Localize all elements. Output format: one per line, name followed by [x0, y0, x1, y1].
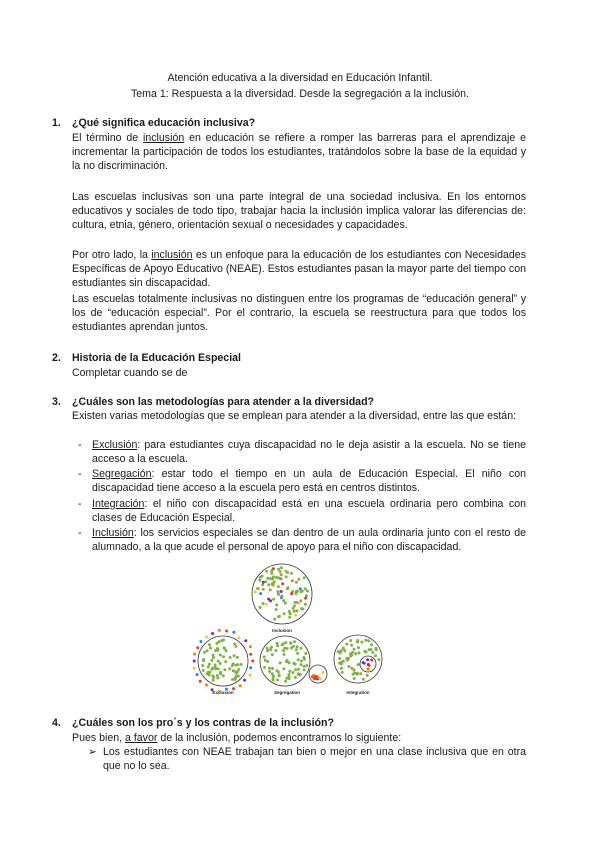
- figure-dot: [249, 666, 252, 669]
- figure-dot: [357, 663, 360, 666]
- figure-dot: [203, 651, 206, 654]
- figure-dot: [304, 603, 307, 606]
- figure-dot: [193, 653, 196, 656]
- p3-post: es un enfoque para la educación de los estudiantes con Necesidades Específicas de Apoyo Educativo (NEAE). Estos estudiantes pasan la mayor parte del tiempo con estudiantes sin discapacidad.: [72, 249, 526, 289]
- item-term: Integración: [92, 498, 145, 510]
- figure-dot: [304, 597, 307, 600]
- figure-dot: [295, 581, 298, 584]
- figure-dot: [206, 672, 209, 675]
- figure-dot: [286, 647, 289, 650]
- figure-dot: [300, 590, 303, 593]
- term-inclusion: inclusión: [143, 132, 185, 144]
- figure-dot: [303, 665, 306, 668]
- figure-dot: [232, 631, 235, 634]
- figure-dot: [276, 590, 279, 593]
- figure-dot: [193, 667, 196, 670]
- figure-dot: [349, 652, 352, 655]
- figure-dot: [340, 663, 343, 666]
- figure-dot: [217, 667, 220, 670]
- figure-dot: [289, 641, 292, 644]
- term-inclusion-2: inclusión: [151, 249, 193, 261]
- figure-dot: [352, 673, 355, 676]
- figure-dot: [350, 644, 353, 647]
- figure-dot: [345, 657, 348, 660]
- doc-title-line-1: Atención educativa a la diversidad en Educación Infantil.: [167, 72, 433, 84]
- figure-dot: [210, 659, 213, 662]
- figure-dot: [290, 592, 293, 595]
- figure-dot: [294, 601, 297, 604]
- figure-dot: [370, 643, 373, 646]
- figure-dot: [222, 655, 225, 658]
- figure-dot: [238, 636, 241, 639]
- figure-dot: [294, 614, 297, 617]
- figure-dot: [364, 639, 367, 642]
- figure-dot: [270, 646, 273, 649]
- inclusion-dots: [254, 566, 309, 621]
- figure-dot: [196, 646, 199, 649]
- figure-dot: [284, 602, 287, 605]
- figure-dot: [193, 660, 196, 663]
- figure-dot: [367, 639, 370, 642]
- figure-dot: [269, 588, 272, 591]
- figure-dot: [261, 575, 264, 578]
- figure-dot: [263, 655, 266, 658]
- figure-dot: [233, 654, 236, 657]
- figure-dot: [321, 671, 324, 674]
- figure-dot: [243, 679, 246, 682]
- figure-dot: [259, 606, 262, 609]
- figure-dot: [288, 610, 291, 613]
- figure-dot: [297, 673, 300, 676]
- figure-dot: [239, 684, 242, 687]
- figure-dot: [199, 680, 202, 683]
- figure-dot: [249, 645, 252, 648]
- figure-dot: [288, 661, 291, 664]
- integration-dots: [337, 639, 381, 681]
- figure-dot: [363, 650, 366, 653]
- figure-dot: [306, 590, 309, 593]
- figure-dot: [359, 672, 362, 675]
- figure-dot: [274, 649, 277, 652]
- figure-dot: [304, 652, 307, 655]
- section-1-paragraph-4: Las escuelas totalmente inclusivas no distinguen entre los programas de “educación general” y los de “educación especial”. Por el contrario, la escuela se reestructura para que todos los estudiantes aprendan juntos.: [72, 293, 526, 333]
- section-1-number: 1.: [52, 117, 61, 129]
- figure-dot: [229, 656, 232, 659]
- figure-dot: [285, 660, 288, 663]
- section-4-intro: [72, 731, 526, 745]
- figure-dot: [275, 576, 278, 579]
- figure-dot: [266, 577, 269, 580]
- figure-dot: [225, 630, 228, 633]
- figure-dot: [259, 592, 262, 595]
- figure-dot: [212, 676, 215, 679]
- figure-dot: [266, 647, 269, 650]
- list-dash: -: [78, 468, 82, 480]
- figure-dot: [366, 674, 369, 677]
- section-4-heading: ¿Cuáles son los pro´s y los contras de la inclusión?: [72, 717, 334, 729]
- section-2-number: 2.: [52, 352, 61, 364]
- figure-dot: [223, 668, 226, 671]
- figure-dot: [297, 658, 300, 661]
- figure-dot: [235, 674, 238, 677]
- figure-dot: [271, 672, 274, 675]
- figure-dot: [207, 666, 210, 669]
- figure-dot: [273, 580, 276, 583]
- figure-dot: [237, 668, 240, 671]
- figure-dot: [280, 566, 283, 569]
- figure-dot: [297, 668, 300, 671]
- figure-dot: [208, 663, 211, 666]
- figure-dot: [211, 667, 214, 670]
- figure-dot: [296, 645, 299, 648]
- figure-dot: [297, 578, 300, 581]
- figure-dot: [262, 588, 265, 591]
- figure-dot: [205, 684, 208, 687]
- figure-dot: [271, 667, 274, 670]
- figure-dot: [374, 647, 377, 650]
- figure-dot: [235, 671, 238, 674]
- figure-dot: [290, 572, 293, 575]
- figure-dot: [353, 677, 356, 680]
- exclusion-circle: [198, 636, 248, 686]
- figure-dot: [231, 664, 234, 667]
- inclusion-diagram-figure: [190, 560, 390, 702]
- figure-dot: [288, 670, 291, 673]
- figure-dot: [264, 659, 267, 662]
- figure-dot: [277, 615, 280, 618]
- figure-dot: [265, 603, 268, 606]
- p1-pre: El término de: [72, 132, 144, 144]
- figure-dot: [293, 610, 296, 613]
- figure-dot: [211, 632, 214, 635]
- figure-dot: [272, 675, 275, 678]
- item-text: : para estudiantes cuya discapacidad no le deja asistir a la escuela. No se tiene acceso a la escuela.: [92, 439, 526, 465]
- figure-dot: [240, 663, 243, 666]
- p3-pre: Por otro lado, la: [72, 249, 152, 261]
- figure-dot: [277, 671, 280, 674]
- figure-dot: [234, 664, 237, 667]
- figure-dot: [283, 612, 286, 615]
- figure-dot: [209, 647, 212, 650]
- figure-dot: [276, 679, 279, 682]
- figure-dot: [303, 669, 306, 672]
- figure-dot: [290, 646, 293, 649]
- figure-dot: [254, 590, 257, 593]
- s4-intro-pre: Pues bien,: [72, 732, 126, 744]
- figure-dot: [342, 660, 345, 663]
- figure-dot: [212, 679, 215, 682]
- figure-dot: [273, 618, 276, 621]
- figure-dot: [294, 668, 297, 671]
- figure-dot: [219, 654, 222, 657]
- figure-dot: [206, 649, 209, 652]
- figure-dot: [202, 658, 205, 661]
- figure-dot: [362, 678, 365, 681]
- figure-dot: [270, 569, 273, 572]
- label-integration: Integration: [346, 690, 370, 695]
- figure-dot: [341, 671, 344, 674]
- figure-dot: [218, 629, 221, 632]
- arrow-bullet-icon: ➢: [88, 746, 97, 758]
- figure-dot: [338, 657, 341, 660]
- figure-dot: [271, 583, 274, 586]
- figure-dot: [303, 576, 306, 579]
- item-text: : el niño con discapacidad está en una escuela ordinaria pero combina con clases de Educación Especial.: [92, 498, 526, 524]
- item-term: Segregación: [92, 468, 152, 480]
- figure-dot: [272, 598, 275, 601]
- list-dash: -: [78, 498, 82, 510]
- figure-dot: [208, 643, 211, 646]
- figure-dot: [370, 659, 373, 662]
- segregation-small-circle: [309, 665, 327, 683]
- figure-dot: [300, 647, 303, 650]
- term-a-favor: a favor: [125, 732, 158, 744]
- figure-dot: [304, 587, 307, 590]
- figure-dot: [287, 586, 290, 589]
- item-term: Exclusión: [92, 439, 138, 451]
- figure-dot: [354, 652, 357, 655]
- section-3-number: 3.: [52, 396, 61, 408]
- label-exclusion: Exclusion: [212, 690, 234, 695]
- list-item-inclusion: [92, 526, 526, 554]
- figure-dot: [262, 581, 265, 584]
- figure-dot: [291, 579, 294, 582]
- segregation-dots: [263, 640, 325, 682]
- item-term: Inclusión: [92, 527, 134, 539]
- figure-dot: [201, 664, 204, 667]
- figure-dot: [300, 660, 303, 663]
- figure-dot: [349, 639, 352, 642]
- section-1-paragraph-1: [72, 131, 526, 173]
- figure-dot: [353, 668, 356, 671]
- figure-dot: [279, 661, 282, 664]
- section-3-intro: Existen varias metodologías que se emplean para atender a la diversidad, entre las que están:: [72, 410, 517, 422]
- figure-dot: [371, 651, 374, 654]
- figure-dot: [360, 641, 363, 644]
- figure-dot: [272, 679, 275, 682]
- figure-dot: [362, 661, 365, 664]
- figure-dot: [296, 609, 299, 612]
- s4-intro-post: de la inclusión, podemos encontrarnos lo siguiente:: [157, 732, 402, 744]
- figure-dot: [275, 603, 278, 606]
- figure-dot: [261, 583, 264, 586]
- doc-title-line-2: Tema 1: Respuesta a la diversidad. Desde la segregación a la inclusión.: [130, 88, 470, 100]
- figure-dot: [269, 599, 272, 602]
- figure-dot: [218, 640, 221, 643]
- figure-dot: [251, 660, 254, 663]
- section-1-paragraph-3: [72, 248, 526, 290]
- figure-dot: [276, 644, 279, 647]
- figure-dot: [295, 648, 298, 651]
- figure-dot: [219, 671, 222, 674]
- figure-dot: [202, 669, 205, 672]
- figure-dot: [293, 640, 296, 643]
- figure-dot: [377, 658, 380, 661]
- figure-dot: [268, 670, 271, 673]
- figure-dot: [284, 641, 287, 644]
- figure-dot: [228, 667, 231, 670]
- list-dash: -: [78, 439, 82, 451]
- section-2-text: Completar cuando se de: [72, 367, 188, 379]
- figure-dot: [263, 666, 266, 669]
- figure-dot: [284, 680, 287, 683]
- figure-dot: [312, 674, 315, 677]
- p1-post: en educación se refiere a romper las barreras para el aprendizaje e incrementar la participación de todos los estudiantes, tratándolos sobre la base de la equidad y la no discriminación.: [72, 132, 527, 172]
- figure-dot: [356, 672, 359, 675]
- figure-dot: [280, 595, 283, 598]
- figure-dot: [288, 675, 291, 678]
- figure-dot: [367, 663, 370, 666]
- list-dash: -: [78, 527, 82, 539]
- figure-dot: [285, 575, 288, 578]
- list-item-segregation: [92, 467, 526, 495]
- figure-dot: [286, 571, 289, 574]
- figure-dot: [283, 653, 286, 656]
- figure-dot: [223, 647, 226, 650]
- figure-dot: [278, 674, 281, 677]
- item-text: : estar todo el tiempo en un aula de Educación Especial. El niño con discapacidad tiene acceso a la escuela pero está en centros distintos.: [92, 468, 526, 494]
- figure-dot: [294, 663, 297, 666]
- figure-dot: [305, 664, 308, 667]
- figure-dot: [222, 674, 225, 677]
- figure-dot: [370, 648, 373, 651]
- figure-dot: [288, 616, 291, 619]
- figure-dot: [249, 674, 252, 677]
- figure-dot: [299, 599, 302, 602]
- figure-dot: [282, 667, 285, 670]
- figure-dot: [224, 660, 227, 663]
- figure-dot: [217, 660, 220, 663]
- figure-dot: [313, 677, 316, 680]
- figure-dot: [209, 671, 212, 674]
- exclusion-dots: [193, 629, 255, 693]
- figure-dot: [300, 663, 303, 666]
- figure-dot: [301, 608, 304, 611]
- list-item-exclusion: [92, 438, 526, 466]
- figure-dot: [367, 668, 370, 671]
- figure-dot: [216, 648, 219, 651]
- figure-dot: [257, 587, 260, 590]
- label-inclusion: Inclusion: [272, 628, 292, 633]
- figure-dot: [295, 590, 298, 593]
- figure-dot: [233, 643, 236, 646]
- list-item-integration: [92, 497, 526, 525]
- figure-dot: [353, 648, 356, 651]
- section-1-paragraph-2: Las escuelas inclusivas son una parte integral de una sociedad inclusiva. En los entornos educativos y sociales de todo tipo, trabajar hacia la inclusión implica valorar las diferencias de: cultura, etnia, género, orientación sexual o necesidades y capacidades.: [72, 191, 526, 231]
- figure-dot: [280, 573, 283, 576]
- figure-dot: [258, 579, 261, 582]
- figure-dot: [271, 653, 274, 656]
- figure-dot: [219, 662, 222, 665]
- figure-dot: [282, 649, 285, 652]
- label-segregation: Segregation: [273, 690, 301, 695]
- figure-dot: [356, 641, 359, 644]
- figure-dot: [299, 587, 302, 590]
- figure-dot: [199, 640, 202, 643]
- figure-dot: [345, 643, 348, 646]
- figure-dot: [216, 677, 219, 680]
- figure-dot: [294, 676, 297, 679]
- figure-dot: [366, 658, 369, 661]
- figure-dot: [342, 647, 345, 650]
- figure-dot: [264, 580, 267, 583]
- figure-dot: [222, 638, 225, 641]
- figure-dot: [277, 568, 280, 571]
- section-4-number: 4.: [52, 717, 61, 729]
- figure-dot: [212, 656, 215, 659]
- figure-dot: [276, 642, 279, 645]
- figure-dot: [277, 585, 280, 588]
- figure-dot: [347, 665, 350, 668]
- section-4-bullet-1: Los estudiantes con NEAE trabajan tan bien o mejor en una clase inclusiva que en otra que no lo sea.: [103, 746, 526, 772]
- figure-dot: [196, 673, 199, 676]
- figure-dot: [358, 651, 361, 654]
- figure-dot: [282, 599, 285, 602]
- figure-dot: [236, 656, 239, 659]
- figure-dot: [343, 649, 346, 652]
- figure-dot: [340, 649, 343, 652]
- figure-dot: [280, 590, 283, 593]
- section-2-heading: Historia de la Educación Especial: [72, 352, 241, 364]
- section-3-heading: ¿Cuáles son las metodologías para atender a la diversidad?: [72, 396, 375, 408]
- figure-dot: [269, 577, 272, 580]
- figure-dot: [205, 635, 208, 638]
- figure-dot: [296, 652, 299, 655]
- figure-dot: [357, 646, 360, 649]
- figure-dot: [280, 578, 283, 581]
- figure-dot: [265, 570, 268, 573]
- figure-dot: [275, 608, 278, 611]
- figure-dot: [244, 639, 247, 642]
- figure-dot: [231, 678, 234, 681]
- figure-dot: [266, 649, 269, 652]
- figure-dot: [249, 653, 252, 656]
- figure-dot: [340, 667, 343, 670]
- figure-dot: [374, 654, 377, 657]
- figure-dot: [267, 583, 270, 586]
- figure-dot: [268, 667, 271, 670]
- figure-dot: [292, 671, 295, 674]
- figure-dot: [293, 604, 296, 607]
- section-1-heading: ¿Qué significa educación inclusiva?: [72, 117, 256, 129]
- figure-dot: [262, 602, 265, 605]
- figure-dot: [319, 677, 322, 680]
- figure-dot: [214, 664, 217, 667]
- figure-dot: [303, 658, 306, 661]
- figure-dot: [281, 582, 284, 585]
- figure-dot: [216, 674, 219, 677]
- item-text: : los servicios especiales se dan dentro de un aula ordinaria junto con el resto de alumnado, a la que acude el personal de apoyo para el niño con discapacidad.: [92, 527, 526, 553]
